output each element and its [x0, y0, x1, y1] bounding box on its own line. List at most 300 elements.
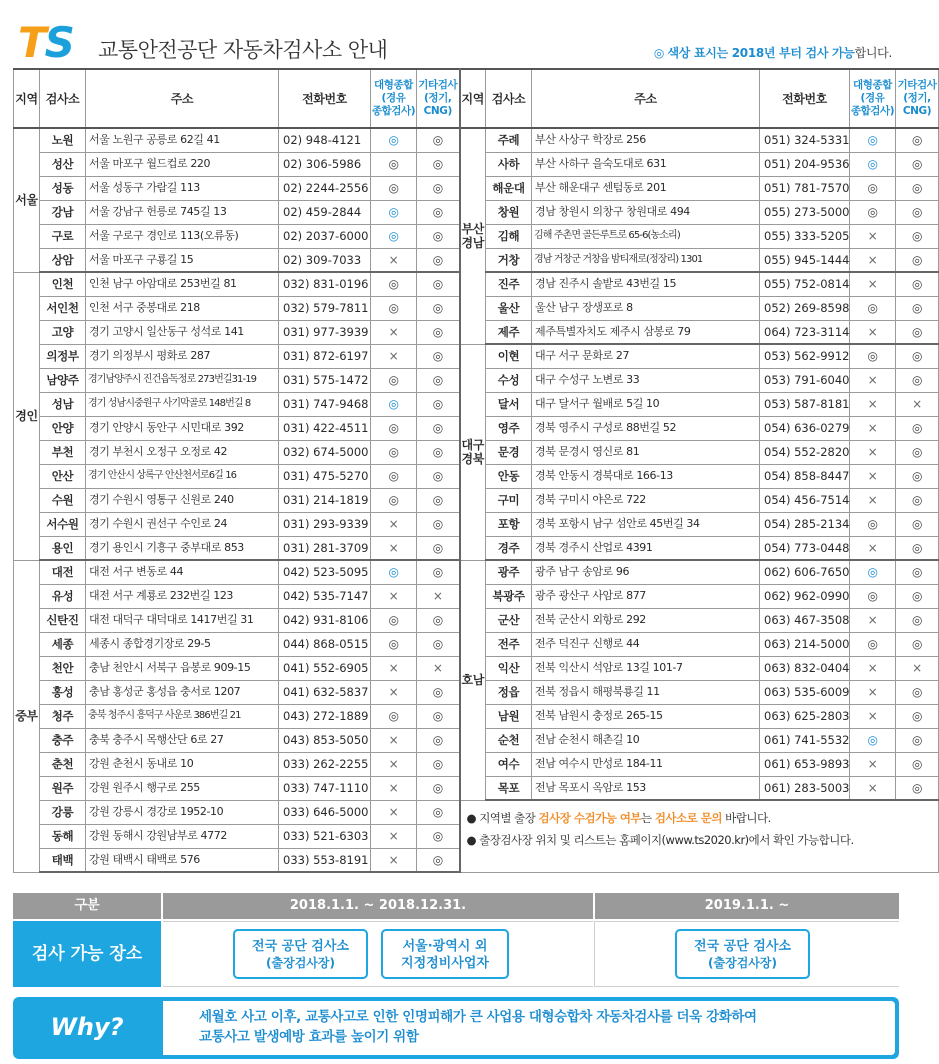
large-test-mark: ◎	[371, 176, 417, 200]
other-test-mark: ◎	[417, 344, 460, 368]
other-test-mark: ◎	[896, 200, 939, 224]
station-address: 충북 청주시 흥덕구 사운로 386번길 21	[86, 704, 279, 728]
table-row	[14, 128, 939, 152]
station-address: 경기 의정부시 평화로 287	[86, 344, 279, 368]
notes-cell	[460, 800, 939, 872]
region-name-part: 부산	[461, 222, 484, 237]
other-test-mark: ◎	[896, 320, 939, 344]
location-box-public	[233, 929, 368, 979]
station-address: 경북 안동시 경북대로 166-13	[532, 464, 760, 488]
station-phone: 044) 868-0515	[279, 632, 371, 656]
station-name: 수원	[40, 488, 86, 512]
station-phone: 02) 459-2844	[279, 200, 371, 224]
station-phone: 063) 535-6009	[760, 680, 850, 704]
station-name: 노원	[40, 128, 86, 152]
other-test-mark: ◎	[417, 464, 460, 488]
page-header	[0, 0, 912, 68]
logo-letter-t: T	[18, 18, 45, 67]
station-phone: 062) 606-7650	[760, 560, 850, 584]
station-address: 경기 성남시중원구 사기막골로 148번길 8	[86, 392, 279, 416]
station-table	[13, 68, 939, 873]
station-phone: 02) 306-5986	[279, 152, 371, 176]
station-phone: 064) 723-3114	[760, 320, 850, 344]
station-name: 안동	[486, 464, 532, 488]
large-test-mark: ◎	[850, 128, 896, 152]
note-colored-text: 색상 표시는 2018년 부터 검사 가능	[667, 46, 855, 60]
large-test-mark: ×	[371, 752, 417, 776]
station-name: 강릉	[40, 800, 86, 824]
station-phone: 031) 293-9339	[279, 512, 371, 536]
station-address: 강원 동해시 강원남부로 4772	[86, 824, 279, 848]
large-test-mark: ◎	[850, 296, 896, 320]
other-test-mark: ◎	[417, 608, 460, 632]
other-test-mark: ◎	[417, 368, 460, 392]
region-cell	[460, 344, 486, 560]
station-address: 대구 달서구 월배로 5길 10	[532, 392, 760, 416]
station-address: 강원 강릉시 경강로 1952-10	[86, 800, 279, 824]
station-phone: 054) 636-0279	[760, 416, 850, 440]
schedule-row-label: 검사 가능 장소	[13, 921, 161, 987]
large-test-mark: ×	[850, 272, 896, 296]
table-body	[14, 128, 939, 872]
region-name-part: 호남	[461, 673, 484, 687]
other-test-mark: ◎	[896, 560, 939, 584]
station-address: 서울 마포구 구룡길 15	[86, 248, 279, 272]
station-name: 울산	[486, 296, 532, 320]
region-name-part: 경인	[15, 409, 38, 423]
station-name: 천안	[40, 656, 86, 680]
col-station: 검사소	[40, 69, 86, 128]
station-address: 서울 성동구 가람길 113	[86, 176, 279, 200]
station-name: 의정부	[40, 344, 86, 368]
station-name: 달서	[486, 392, 532, 416]
station-address: 전남 목포시 옥암로 153	[532, 776, 760, 800]
other-test-mark: ◎	[417, 176, 460, 200]
station-name: 인천	[40, 272, 86, 296]
table-row	[14, 800, 939, 824]
station-address: 경북 문경시 영신로 81	[532, 440, 760, 464]
other-test-mark: ◎	[896, 344, 939, 368]
region-cell	[460, 560, 486, 800]
other-test-mark: ◎	[896, 512, 939, 536]
why-line-1: 세월호 사고 이후, 교통사고로 인한 인명피해가 큰 사업용 대형승합차 자동차검사를 더욱 강화하여	[199, 1009, 757, 1025]
station-address: 경기 안산시 상록구 안산천서로6길 16	[86, 464, 279, 488]
large-test-mark: ×	[371, 656, 417, 680]
station-phone: 053) 587-8181	[760, 392, 850, 416]
other-test-mark: ◎	[417, 224, 460, 248]
station-name: 거창	[486, 248, 532, 272]
station-name: 원주	[40, 776, 86, 800]
station-address: 전남 여수시 만성로 184-11	[532, 752, 760, 776]
large-test-mark: ×	[371, 776, 417, 800]
station-name: 목포	[486, 776, 532, 800]
station-address: 경북 경주시 산업로 4391	[532, 536, 760, 560]
station-name: 성동	[40, 176, 86, 200]
station-address: 경기 용인시 기흥구 중부대로 853	[86, 536, 279, 560]
station-phone: 033) 646-5000	[279, 800, 371, 824]
large-test-mark: ×	[371, 848, 417, 872]
station-phone: 031) 977-3939	[279, 320, 371, 344]
large-test-mark: ◎	[850, 176, 896, 200]
double-circle-icon: ◎	[653, 46, 664, 60]
large-test-mark: ◎	[371, 704, 417, 728]
other-test-mark: ◎	[896, 704, 939, 728]
other-test-mark: ◎	[417, 128, 460, 152]
other-test-mark: ◎	[896, 224, 939, 248]
station-name: 남원	[486, 704, 532, 728]
station-name: 제주	[486, 320, 532, 344]
station-phone: 051) 781-7570	[760, 176, 850, 200]
col-other-test-right: 기타검사 (정기, CNG)	[896, 69, 939, 128]
station-phone: 032) 579-7811	[279, 296, 371, 320]
station-phone: 054) 285-2134	[760, 512, 850, 536]
col-address-right: 주소	[532, 69, 760, 128]
other-test-mark: ◎	[417, 752, 460, 776]
station-phone: 031) 475-5270	[279, 464, 371, 488]
station-name: 정읍	[486, 680, 532, 704]
station-address: 경남 진주시 솔밭로 43번길 15	[532, 272, 760, 296]
note-fragment: 바랍니다.	[721, 811, 771, 825]
large-test-mark: ×	[850, 416, 896, 440]
large-test-mark: ◎	[850, 560, 896, 584]
station-address: 대전 대덕구 대덕대로 1417번길 31	[86, 608, 279, 632]
station-phone: 054) 456-7514	[760, 488, 850, 512]
station-address: 충북 충주시 목행산단 6로 27	[86, 728, 279, 752]
col-phone: 전화번호	[279, 69, 371, 128]
other-test-mark: ◎	[417, 704, 460, 728]
station-phone: 055) 333-5205	[760, 224, 850, 248]
station-address: 경기남양주시 진건읍독정로 273번길31-19	[86, 368, 279, 392]
station-address: 경기 부천시 오정구 오정로 42	[86, 440, 279, 464]
other-test-mark: ◎	[896, 368, 939, 392]
station-address: 충남 홍성군 홍성읍 충서로 1207	[86, 680, 279, 704]
station-address: 전북 정읍시 해평북룡길 11	[532, 680, 760, 704]
station-address: 강원 태백시 태백로 576	[86, 848, 279, 872]
station-phone: 033) 262-2255	[279, 752, 371, 776]
station-name: 남양주	[40, 368, 86, 392]
station-phone: 031) 422-4511	[279, 416, 371, 440]
station-name: 광주	[486, 560, 532, 584]
station-address: 대구 서구 문화로 27	[532, 344, 760, 368]
station-phone: 062) 962-0990	[760, 584, 850, 608]
station-phone: 061) 283-5003	[760, 776, 850, 800]
station-address: 전북 군산시 외항로 292	[532, 608, 760, 632]
other-test-mark: ◎	[896, 632, 939, 656]
large-test-mark: ×	[371, 680, 417, 704]
station-phone: 033) 521-6303	[279, 824, 371, 848]
other-test-mark: ◎	[417, 512, 460, 536]
station-name: 서인천	[40, 296, 86, 320]
other-test-mark: ◎	[417, 680, 460, 704]
large-test-mark: ◎	[371, 464, 417, 488]
other-test-mark: ◎	[417, 248, 460, 272]
station-phone: 032) 674-5000	[279, 440, 371, 464]
region-name-part: 대구	[461, 438, 484, 452]
large-test-mark: ◎	[850, 632, 896, 656]
station-address: 부산 해운대구 센텀동로 201	[532, 176, 760, 200]
station-phone: 043) 853-5050	[279, 728, 371, 752]
station-address: 전북 익산시 석암로 13길 101-7	[532, 656, 760, 680]
station-phone: 063) 467-3508	[760, 608, 850, 632]
large-test-mark: ◎	[371, 224, 417, 248]
other-test-mark: ◎	[417, 416, 460, 440]
station-name: 북광주	[486, 584, 532, 608]
station-phone: 054) 552-2820	[760, 440, 850, 464]
large-test-mark: ×	[371, 584, 417, 608]
schedule-area-2018	[163, 921, 593, 987]
location-box-public-2019	[675, 929, 810, 979]
station-name: 영주	[486, 416, 532, 440]
large-test-mark: ×	[850, 752, 896, 776]
large-test-mark: ◎	[850, 200, 896, 224]
station-address: 울산 남구 장생포로 8	[532, 296, 760, 320]
station-address: 경북 영주시 구성로 88번길 52	[532, 416, 760, 440]
station-address: 강원 원주시 행구로 255	[86, 776, 279, 800]
large-test-mark: ×	[850, 392, 896, 416]
station-phone: 042) 535-7147	[279, 584, 371, 608]
station-phone: 031) 214-1819	[279, 488, 371, 512]
station-name: 순천	[486, 728, 532, 752]
station-address: 대전 서구 계룡로 232번길 123	[86, 584, 279, 608]
large-test-mark: ×	[850, 440, 896, 464]
region-name-part: 중부	[15, 709, 38, 723]
station-phone: 061) 741-5532	[760, 728, 850, 752]
station-name: 사하	[486, 152, 532, 176]
schedule-period-1: 2018.1.1. ~ 2018.12.31.	[163, 893, 593, 919]
large-test-mark: ×	[850, 704, 896, 728]
page-title: 교통안전공단 자동차검사소 안내	[98, 38, 388, 62]
station-phone: 043) 272-1889	[279, 704, 371, 728]
large-test-mark: ×	[371, 536, 417, 560]
station-name: 구로	[40, 224, 86, 248]
box2-line1: 서울·광역시 외	[402, 939, 488, 954]
why-label: Why?	[50, 1013, 124, 1041]
large-test-mark: ×	[850, 224, 896, 248]
station-name: 포항	[486, 512, 532, 536]
station-name: 성남	[40, 392, 86, 416]
large-test-mark: ×	[850, 608, 896, 632]
station-name: 성산	[40, 152, 86, 176]
other-test-mark: ◎	[896, 248, 939, 272]
other-test-mark: ◎	[417, 776, 460, 800]
station-address: 경기 수원시 영통구 신원로 240	[86, 488, 279, 512]
station-name: 구미	[486, 488, 532, 512]
station-name: 김해	[486, 224, 532, 248]
station-phone: 063) 214-5000	[760, 632, 850, 656]
station-phone: 053) 791-6040	[760, 368, 850, 392]
region-cell	[460, 128, 486, 344]
station-address: 서울 노원구 공릉로 62길 41	[86, 128, 279, 152]
station-address: 경기 고양시 일산동구 성석로 141	[86, 320, 279, 344]
station-address: 경기 수원시 권선구 수인로 24	[86, 512, 279, 536]
station-address: 경남 창원시 의창구 창원대로 494	[532, 200, 760, 224]
station-phone: 063) 832-0404	[760, 656, 850, 680]
station-name: 안양	[40, 416, 86, 440]
station-phone: 055) 945-1444	[760, 248, 850, 272]
other-test-mark: ◎	[417, 320, 460, 344]
station-name: 수성	[486, 368, 532, 392]
large-test-mark: ◎	[371, 272, 417, 296]
station-phone: 051) 204-9536	[760, 152, 850, 176]
large-test-mark: ×	[850, 488, 896, 512]
station-name: 고양	[40, 320, 86, 344]
note-fragment: ● 지역별 출장	[466, 811, 539, 825]
station-name: 신탄진	[40, 608, 86, 632]
other-test-mark: ×	[417, 584, 460, 608]
station-phone: 063) 625-2803	[760, 704, 850, 728]
station-phone: 061) 653-9893	[760, 752, 850, 776]
station-name: 홍성	[40, 680, 86, 704]
large-test-mark: ×	[850, 248, 896, 272]
station-name: 춘천	[40, 752, 86, 776]
region-cell	[14, 560, 40, 872]
note-fragment: 검사장 수검가능 여부	[538, 811, 642, 825]
large-test-mark: ◎	[371, 128, 417, 152]
other-test-mark: ◎	[896, 128, 939, 152]
station-phone: 031) 575-1472	[279, 368, 371, 392]
station-phone: 054) 773-0448	[760, 536, 850, 560]
station-address: 경북 포항시 남구 섬안로 45번길 34	[532, 512, 760, 536]
col-large-test: 대형종합 (경유 종합검사)	[371, 69, 417, 128]
other-test-mark: ◎	[896, 296, 939, 320]
station-address: 인천 서구 중봉대로 218	[86, 296, 279, 320]
station-name: 이현	[486, 344, 532, 368]
station-phone: 032) 831-0196	[279, 272, 371, 296]
station-name: 서수원	[40, 512, 86, 536]
other-test-mark: ◎	[417, 728, 460, 752]
col-address: 주소	[86, 69, 279, 128]
other-test-mark: ◎	[417, 296, 460, 320]
box3-line1: 전국 공단 검사소	[694, 939, 791, 954]
table-header-row	[14, 69, 939, 128]
station-phone: 031) 747-9468	[279, 392, 371, 416]
ts-logo	[18, 18, 73, 67]
station-name: 전주	[486, 632, 532, 656]
region-cell	[14, 272, 40, 560]
station-name: 해운대	[486, 176, 532, 200]
why-body	[163, 1001, 895, 1055]
other-test-mark: ◎	[896, 728, 939, 752]
station-address: 인천 남구 아암대로 253번길 81	[86, 272, 279, 296]
station-phone: 031) 281-3709	[279, 536, 371, 560]
other-test-mark: ◎	[417, 536, 460, 560]
station-phone: 053) 562-9912	[760, 344, 850, 368]
station-address: 광주 남구 송암로 96	[532, 560, 760, 584]
station-address: 전주 덕진구 신행로 44	[532, 632, 760, 656]
large-test-mark: ×	[371, 248, 417, 272]
region-name-part: 경북	[461, 452, 484, 466]
other-test-mark: ×	[896, 392, 939, 416]
station-address: 경기 안양시 동안구 시민대로 392	[86, 416, 279, 440]
box1-line1: 전국 공단 검사소	[252, 939, 349, 954]
other-test-mark: ◎	[896, 416, 939, 440]
other-test-mark: ◎	[417, 632, 460, 656]
station-address: 대구 수성구 노변로 33	[532, 368, 760, 392]
large-test-mark: ×	[371, 800, 417, 824]
station-address: 대전 서구 변동로 44	[86, 560, 279, 584]
large-test-mark: ×	[371, 320, 417, 344]
station-phone: 02) 2244-2556	[279, 176, 371, 200]
col-region-right: 지역	[460, 69, 486, 128]
station-phone: 033) 553-8191	[279, 848, 371, 872]
note-line-1	[467, 807, 939, 829]
large-test-mark: ×	[371, 344, 417, 368]
large-test-mark: ◎	[371, 608, 417, 632]
table-row	[14, 560, 939, 584]
other-test-mark: ◎	[896, 152, 939, 176]
station-phone: 054) 858-8447	[760, 464, 850, 488]
other-test-mark: ◎	[896, 608, 939, 632]
large-test-mark: ◎	[850, 728, 896, 752]
station-phone: 051) 324-5331	[760, 128, 850, 152]
station-name: 여수	[486, 752, 532, 776]
station-name: 문경	[486, 440, 532, 464]
station-name: 세종	[40, 632, 86, 656]
large-test-mark: ◎	[850, 512, 896, 536]
region-name-part: 서울	[15, 193, 38, 208]
note-suffix: 합니다.	[854, 46, 892, 60]
large-test-mark: ×	[850, 776, 896, 800]
box1-line2: (출장검사장)	[266, 956, 335, 970]
station-address: 서울 강남구 헌릉로 745길 13	[86, 200, 279, 224]
station-address: 충남 천안시 서북구 읍봉로 909-15	[86, 656, 279, 680]
station-phone: 041) 632-5837	[279, 680, 371, 704]
other-test-mark: ◎	[896, 776, 939, 800]
note-line-2: ● 출장검사장 위치 및 리스트는 홈페이지(www.ts2020.kr)에서 확인 가능합니다.	[466, 833, 854, 847]
station-address: 김해 주촌면 골든루트로 65-6(농소리)	[532, 224, 760, 248]
station-address: 강원 춘천시 동내로 10	[86, 752, 279, 776]
station-address: 경북 구미시 야은로 722	[532, 488, 760, 512]
other-test-mark: ◎	[896, 536, 939, 560]
large-test-mark: ×	[850, 536, 896, 560]
station-phone: 042) 931-8106	[279, 608, 371, 632]
schedule-section	[13, 893, 899, 989]
station-address: 전남 순천시 해촌길 10	[532, 728, 760, 752]
schedule-header-label: 구분	[13, 893, 161, 919]
col-phone-right: 전화번호	[760, 69, 850, 128]
station-name: 경주	[486, 536, 532, 560]
large-test-mark: ◎	[850, 584, 896, 608]
station-address: 서울 마포구 월드컵로 220	[86, 152, 279, 176]
station-name: 군산	[486, 608, 532, 632]
other-test-mark: ◎	[896, 440, 939, 464]
large-test-mark: ×	[850, 656, 896, 680]
large-test-mark: ◎	[371, 440, 417, 464]
large-test-mark: ×	[850, 464, 896, 488]
station-name: 부천	[40, 440, 86, 464]
other-test-mark: ◎	[417, 848, 460, 872]
large-test-mark: ◎	[371, 632, 417, 656]
station-phone: 042) 523-5095	[279, 560, 371, 584]
other-test-mark: ◎	[417, 200, 460, 224]
other-test-mark: ◎	[417, 800, 460, 824]
station-address: 전북 남원시 충정로 265-15	[532, 704, 760, 728]
large-test-mark: ×	[371, 728, 417, 752]
station-address: 부산 사하구 을숙도대로 631	[532, 152, 760, 176]
large-test-mark: ×	[850, 680, 896, 704]
large-test-mark: ◎	[371, 368, 417, 392]
large-test-mark: ◎	[371, 296, 417, 320]
large-test-mark: ×	[850, 320, 896, 344]
station-phone: 02) 2037-6000	[279, 224, 371, 248]
large-test-mark: ◎	[850, 152, 896, 176]
other-test-mark: ◎	[896, 680, 939, 704]
col-region: 지역	[14, 69, 40, 128]
station-address: 부산 사상구 학장로 256	[532, 128, 760, 152]
station-phone: 041) 552-6905	[279, 656, 371, 680]
schedule-area-2019	[595, 921, 899, 987]
station-phone: 052) 269-8598	[760, 296, 850, 320]
